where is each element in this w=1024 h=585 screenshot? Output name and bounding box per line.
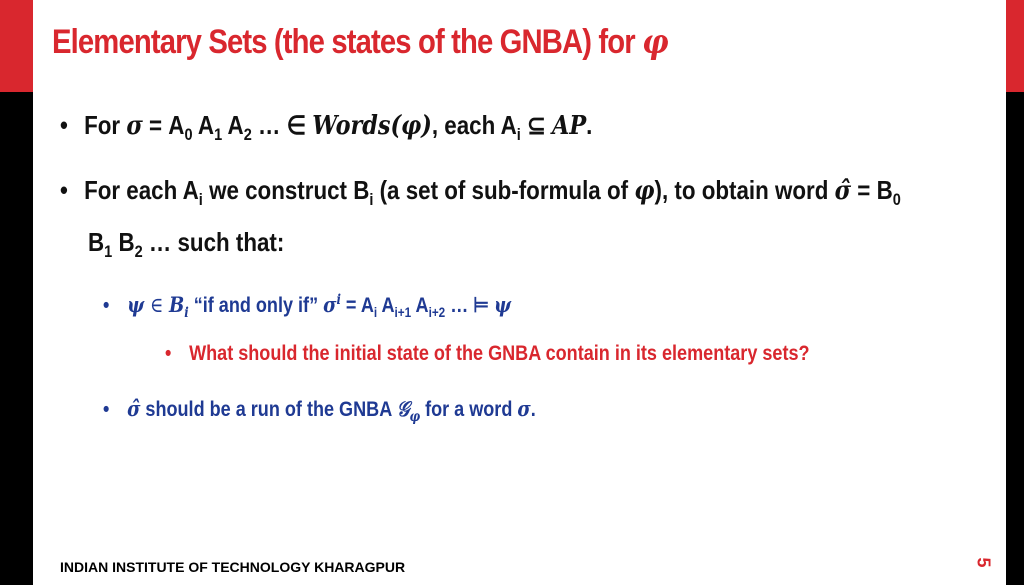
math: σ̂ (127, 396, 141, 421)
sub-bullet-1 (103, 292, 511, 321)
bullet-marker: • (165, 342, 172, 365)
left-dark-bar (0, 92, 33, 585)
left-accent-bar (0, 0, 33, 92)
footer-institute: INDIAN INSTITUTE OF TECHNOLOGY KHARAGPUR (60, 559, 406, 575)
text: ∈ (144, 293, 169, 317)
text: = A (142, 110, 185, 140)
text: we construct B (202, 175, 370, 205)
bullet-marker: • (103, 398, 110, 421)
math: AP (552, 111, 587, 141)
math: 𝒢 (396, 396, 410, 421)
text: A (192, 110, 215, 140)
slide-title-symbol: φ (642, 22, 668, 62)
subscript: φ (409, 409, 421, 426)
subscript: 1 (214, 125, 223, 145)
text: … such that: (142, 227, 285, 257)
subscript: 2 (243, 125, 252, 145)
math: σ (126, 111, 143, 141)
bullet-marker: • (103, 294, 110, 317)
slide-title (52, 22, 668, 62)
question-text: What should the initial state of the GNBA contain in its elementary sets? (189, 342, 810, 365)
text: , each A (431, 110, 517, 140)
text: A (411, 294, 429, 317)
math: ψ (127, 292, 145, 317)
text: A (377, 294, 395, 317)
right-dark-bar (1006, 92, 1024, 585)
text: A (222, 110, 244, 140)
subscript: i (198, 190, 203, 210)
page-number: 5 (973, 557, 994, 568)
text: = B (851, 175, 893, 205)
subscript: 0 (892, 190, 901, 210)
text: For (84, 110, 127, 140)
bullet-1 (60, 110, 592, 145)
text: = A (340, 294, 374, 317)
text: should be a run of the GNBA (140, 398, 397, 421)
text: for a word (420, 398, 518, 421)
right-accent-bar (1006, 0, 1024, 92)
subscript: i (184, 305, 189, 322)
bullet-marker: • (60, 110, 68, 140)
math: Words(φ) (312, 111, 432, 141)
text: ), to obtain word (654, 175, 835, 205)
sub-bullet-2 (103, 396, 536, 425)
text: For each A (84, 175, 199, 205)
subscript: i (369, 190, 374, 210)
math: B (168, 292, 185, 317)
text: … ∈ (251, 110, 313, 140)
text: B (112, 227, 135, 257)
subscript: 0 (184, 125, 193, 145)
math: σ̂ (834, 176, 852, 206)
subscript: 2 (134, 242, 143, 262)
text: . (530, 398, 536, 421)
subscript: i+2 (428, 305, 446, 321)
subscript: i (516, 125, 521, 145)
text: B (88, 227, 105, 257)
text: (a set of sub-formula of (373, 175, 635, 205)
subscript: 1 (104, 242, 113, 262)
math: σ (517, 396, 531, 421)
math: ψ (494, 292, 512, 317)
text: ⊆ (520, 110, 553, 140)
slide-title-text: Elementary Sets (the states of the GNBA) for (52, 23, 635, 61)
subscript: i+1 (394, 305, 412, 321)
math: σ (323, 292, 337, 317)
bullet-2 (60, 175, 901, 210)
math: φ (634, 176, 655, 206)
bullet-marker: • (60, 175, 68, 205)
subscript: i (373, 305, 378, 321)
text: … ⊨ (445, 294, 495, 317)
text: . (586, 110, 593, 140)
sub-sub-bullet-1 (165, 342, 810, 366)
bullet-2-continued (88, 227, 284, 262)
superscript: i (336, 292, 341, 308)
text: “if and only if” (188, 294, 324, 317)
